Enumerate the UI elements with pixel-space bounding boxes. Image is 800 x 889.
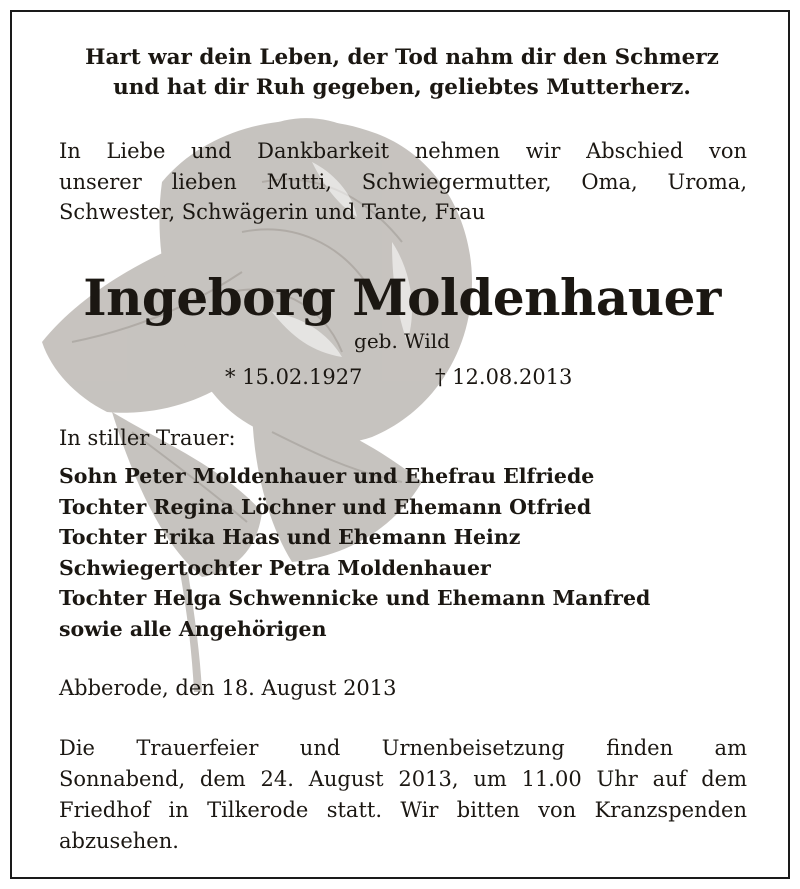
ceremony-info — [59, 733, 747, 857]
family-member: Tochter Erika Haas und Ehemann Heinz — [59, 525, 521, 549]
maiden-name: geb. Wild — [354, 329, 450, 353]
memorial-verse — [12, 43, 790, 103]
family-member: Tochter Helga Schwennicke und Ehemann Manfred — [59, 586, 651, 610]
family-list — [59, 461, 650, 644]
verse-line: und hat dir Ruh gegeben, geliebtes Mutterherz. — [113, 75, 691, 100]
birth-date: * 15.02.1927 — [225, 365, 363, 389]
obituary-notice — [10, 10, 790, 879]
farewell-intro — [59, 136, 747, 228]
ceremony-line: Sonnabend, dem 24. August 2013, um 11.00 Uhr auf dem — [59, 767, 747, 791]
ceremony-line: abzusehen. — [59, 829, 179, 853]
intro-line: Schwester, Schwägerin und Tante, Frau — [59, 200, 486, 224]
family-member: Schwiegertochter Petra Moldenhauer — [59, 555, 491, 580]
ceremony-line: Friedhof in Tilkerode statt. Wir bitten von Kranzspenden — [59, 798, 747, 822]
intro-line: unserer lieben Mutti, Schwiegermutter, Oma, Uroma, — [59, 169, 747, 194]
place-and-date: Abberode, den 18. August 2013 — [59, 676, 397, 700]
intro-line: In Liebe und Dankbarkeit nehmen wir Abschied von — [59, 139, 747, 163]
family-member: sowie alle Angehörigen — [59, 616, 327, 641]
ceremony-line: Die Trauerfeier und Urnenbeisetzung finden am — [59, 736, 747, 760]
family-member: Sohn Peter Moldenhauer und Ehefrau Elfriede — [59, 464, 595, 488]
deceased-name: Ingeborg Moldenhauer — [83, 268, 721, 327]
family-member: Tochter Regina Löchner und Ehemann Otfried — [59, 494, 592, 519]
verse-line: Hart war dein Leben, der Tod nahm dir den Schmerz — [85, 45, 719, 70]
notice-content — [12, 12, 790, 879]
mourning-label: In stiller Trauer: — [59, 426, 236, 450]
death-date: † 12.08.2013 — [435, 365, 573, 389]
